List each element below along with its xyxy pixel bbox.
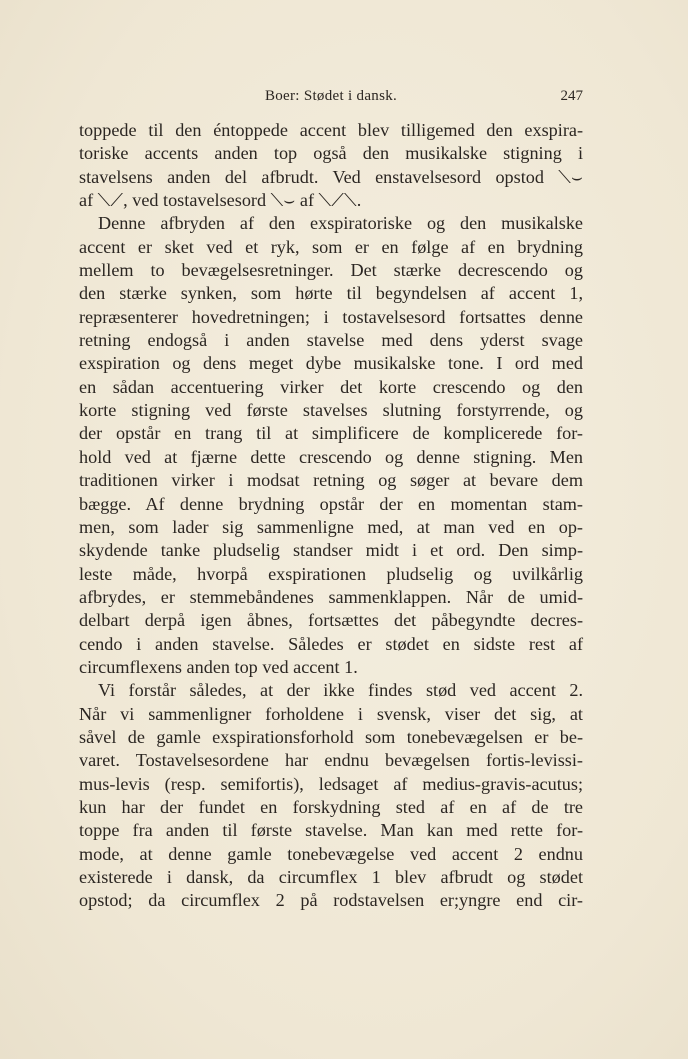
- text-line: existerede i dansk, da circumflex 1 blev afbrudt og stødet: [79, 867, 583, 887]
- text-line: skydende tanke pludselig standser midt i et ord. Den simp-: [79, 540, 583, 561]
- page-number: 247: [560, 88, 583, 104]
- text-line: Når vi sammenligner forholdene i svensk, viser det sig, at: [79, 703, 583, 724]
- text-line: toriske accents anden top også den musikalske stigning i: [79, 143, 583, 164]
- text-line: mus-levis (resp. semifortis), ledsaget af medius-gravis-acutus;: [79, 773, 583, 794]
- text-line: toppede til den éntoppede accent blev tilligemed den exspira-: [79, 120, 583, 140]
- text-line: hold ved at fjærne dette crescendo og denne stigning. Men: [79, 446, 583, 467]
- text-line: opstod; da circumflex 2 på rodstavelsen er;yngre end cir-: [79, 890, 583, 911]
- text-line: mellem to bevægelsesretninger. Det stærke decrescendo og: [79, 260, 583, 281]
- text-line: varet. Tostavelsesordene har endnu bevægelsen fortis-levissi-: [79, 750, 583, 771]
- text-line: leste måde, hvorpå exspirationen pludselig og uvilkårlig: [79, 563, 583, 584]
- text-line: der opstår en trang til at simplificere de komplicerede for-: [79, 423, 583, 444]
- text-line: accent er sket ved et ryk, som er en følge af en brydning: [79, 236, 583, 257]
- text-line: delbart derpå igen åbnes, fortsættes det påbegyndte decres-: [79, 610, 583, 631]
- text-line: den stærke synken, som hørte til begyndelsen af accent 1,: [79, 283, 583, 304]
- body-text: [79, 119, 583, 913]
- text-line: circumflexens anden top ved accent 1.: [79, 656, 358, 677]
- text-line: afbrydes, er stemmebåndenes sammenklappen. Når de umid-: [79, 586, 583, 607]
- text-line: toppe fra anden til første stavelse. Man kan med rette for-: [79, 820, 583, 841]
- running-header: [79, 88, 583, 110]
- text-line: men, som lader sig sammenligne med, at man ved en op-: [79, 516, 583, 537]
- text-line: repræsenterer hovedretningen; i tostavelsesord fortsattes denne: [79, 306, 583, 327]
- text-line: af ⟍⟋, ved tostavelsesord ⟍⌣ af ⟍⟋⟍.: [79, 190, 362, 211]
- text-line: såvel de gamle exspirationsforhold som tonebevægelsen er be-: [79, 726, 583, 747]
- text-line: exspiration og dens meget dybe musikalske tone. I ord med: [79, 353, 583, 374]
- text-line: stavelsens anden del afbrudt. Ved enstavelsesord opstod ⟍⌣: [79, 166, 583, 187]
- paragraph-start-line: Denne afbryden af den exspiratoriske og den musikalske: [98, 213, 583, 234]
- text-line: mode, at denne gamle tonebevægelse ved accent 2 endnu: [79, 843, 583, 864]
- text-line: retning endogså i anden stavelse med dens yderst svage: [79, 330, 583, 351]
- text-line: bægge. Af denne brydning opstår der en momentan stam-: [79, 493, 583, 514]
- text-line: cendo i anden stavelse. Således er stødet en sidste rest af: [79, 633, 583, 654]
- text-line: korte stigning ved første stavelses slutning forstyrrende, og: [79, 400, 583, 421]
- text-line: kun har der fundet en forskydning sted af en af de tre: [79, 796, 583, 817]
- header-title: Boer: Stødet i dansk.: [264, 88, 398, 104]
- text-line: traditionen virker i modsat retning og søger at bevare dem: [79, 470, 583, 491]
- text-line: en sådan accentuering virker det korte crescendo og den: [79, 376, 583, 397]
- paragraph-start-line: Vi forstår således, at der ikke findes stød ved accent 2.: [98, 680, 583, 701]
